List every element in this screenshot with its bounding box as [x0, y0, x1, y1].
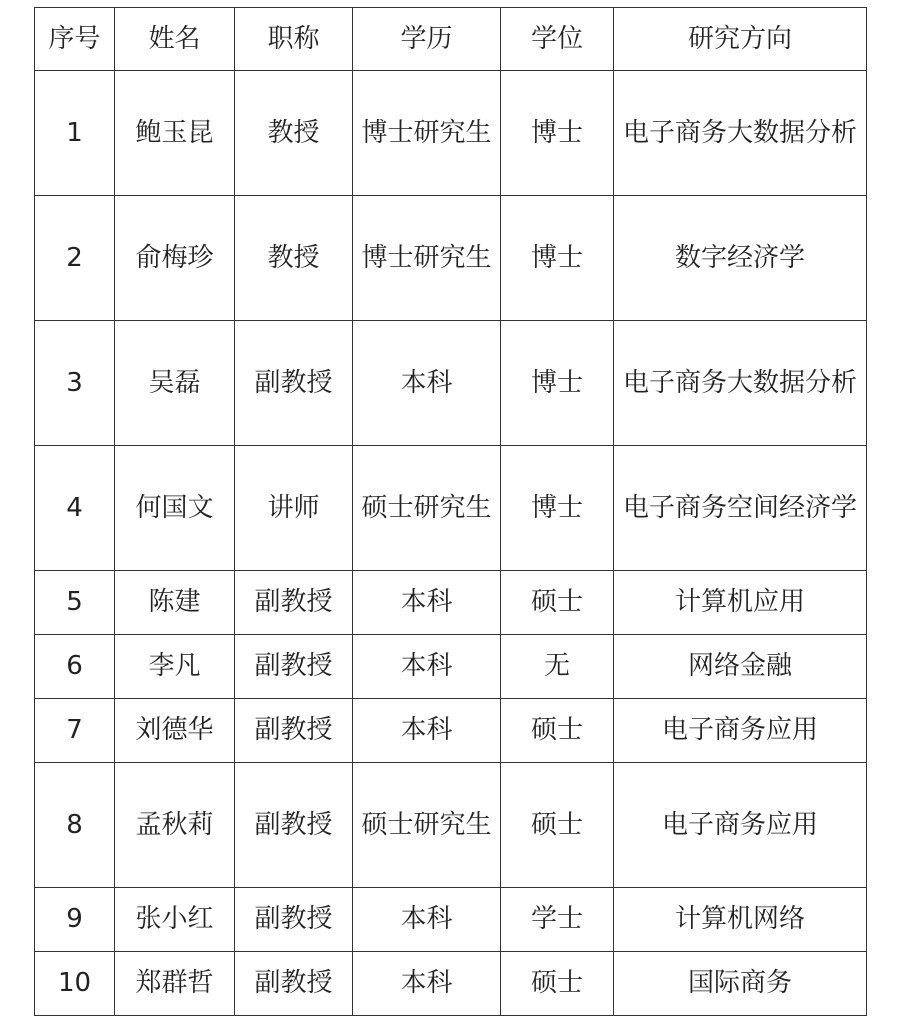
cell-name: 孟秋莉: [115, 763, 235, 888]
cell-degree: 硕士: [501, 952, 614, 1016]
cell-education: 本科: [353, 952, 501, 1016]
cell-name: 吴磊: [115, 321, 235, 446]
header-cell-no: 序号: [35, 8, 115, 71]
cell-research: 电子商务应用: [614, 699, 867, 763]
cell-education: 博士研究生: [353, 196, 501, 321]
table-row: [35, 763, 867, 888]
table-row: [35, 952, 867, 1016]
table-body: [35, 71, 867, 1016]
header-cell-title: 职称: [235, 8, 353, 71]
table-row: [35, 196, 867, 321]
table-row: [35, 888, 867, 952]
cell-title: 副教授: [235, 952, 353, 1016]
cell-name: 陈建: [115, 571, 235, 635]
cell-education: 本科: [353, 888, 501, 952]
header-cell-name: 姓名: [115, 8, 235, 71]
cell-degree: 博士: [501, 446, 614, 571]
table-row: [35, 321, 867, 446]
table-row: [35, 635, 867, 699]
cell-no: 4: [35, 446, 115, 571]
cell-education: 硕士研究生: [353, 446, 501, 571]
cell-education: 本科: [353, 321, 501, 446]
header-cell-education: 学历: [353, 8, 501, 71]
cell-degree: 博士: [501, 71, 614, 196]
cell-title: 副教授: [235, 763, 353, 888]
cell-name: 张小红: [115, 888, 235, 952]
header-cell-degree: 学位: [501, 8, 614, 71]
cell-education: 本科: [353, 699, 501, 763]
cell-title: 教授: [235, 196, 353, 321]
cell-degree: 硕士: [501, 763, 614, 888]
cell-education: 博士研究生: [353, 71, 501, 196]
cell-education: 本科: [353, 635, 501, 699]
cell-no: 7: [35, 699, 115, 763]
table-header: [35, 8, 867, 71]
cell-degree: 学士: [501, 888, 614, 952]
cell-name: 刘德华: [115, 699, 235, 763]
table-row: [35, 699, 867, 763]
cell-no: 5: [35, 571, 115, 635]
cell-no: 3: [35, 321, 115, 446]
cell-title: 讲师: [235, 446, 353, 571]
header-cell-research: 研究方向: [614, 8, 867, 71]
cell-research: 计算机应用: [614, 571, 867, 635]
cell-degree: 博士: [501, 196, 614, 321]
cell-no: 6: [35, 635, 115, 699]
cell-name: 何国文: [115, 446, 235, 571]
cell-education: 本科: [353, 571, 501, 635]
cell-no: 1: [35, 71, 115, 196]
cell-no: 9: [35, 888, 115, 952]
cell-research: 国际商务: [614, 952, 867, 1016]
staff-table: [34, 7, 867, 1016]
cell-research: 电子商务空间经济学: [614, 446, 867, 571]
header-row: [35, 8, 867, 71]
cell-research: 电子商务大数据分析: [614, 71, 867, 196]
cell-no: 2: [35, 196, 115, 321]
cell-research: 网络金融: [614, 635, 867, 699]
cell-no: 8: [35, 763, 115, 888]
cell-title: 副教授: [235, 321, 353, 446]
cell-education: 硕士研究生: [353, 763, 501, 888]
cell-name: 俞梅珍: [115, 196, 235, 321]
cell-research: 电子商务应用: [614, 763, 867, 888]
cell-research: 计算机网络: [614, 888, 867, 952]
cell-degree: 无: [501, 635, 614, 699]
cell-title: 副教授: [235, 571, 353, 635]
cell-name: 李凡: [115, 635, 235, 699]
cell-research: 电子商务大数据分析: [614, 321, 867, 446]
cell-research: 数字经济学: [614, 196, 867, 321]
cell-degree: 博士: [501, 321, 614, 446]
table-row: [35, 71, 867, 196]
cell-degree: 硕士: [501, 571, 614, 635]
cell-name: 鲍玉昆: [115, 71, 235, 196]
cell-name: 郑群哲: [115, 952, 235, 1016]
cell-title: 副教授: [235, 635, 353, 699]
table-row: [35, 446, 867, 571]
cell-degree: 硕士: [501, 699, 614, 763]
cell-title: 副教授: [235, 699, 353, 763]
cell-title: 教授: [235, 71, 353, 196]
cell-no: 10: [35, 952, 115, 1016]
cell-title: 副教授: [235, 888, 353, 952]
table-row: [35, 571, 867, 635]
